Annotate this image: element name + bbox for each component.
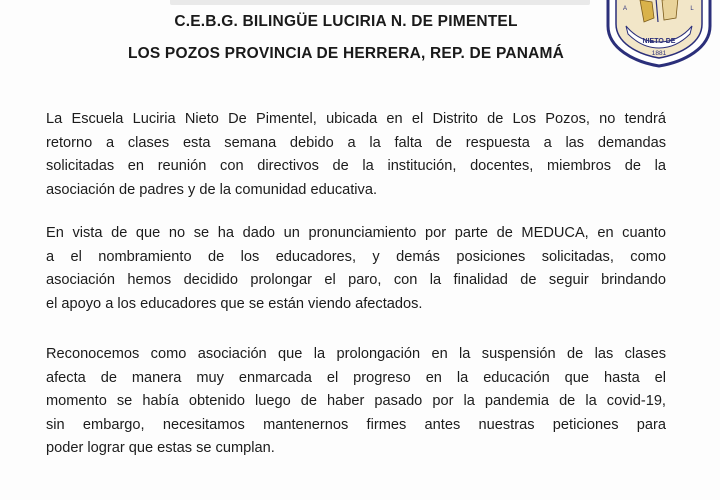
paragraph-line: momento se había obtenido luego de haber pasado por la pandemia de la covid-19, (46, 393, 666, 409)
school-crest-logo (604, 0, 714, 68)
school-name-heading: C.E.B.G. BILINGÜE LUCIRIA N. DE PIMENTEL (174, 13, 518, 30)
paragraph-1 (46, 108, 666, 202)
paragraph-line: el apoyo a los educadores que se están viendo afectados. (46, 295, 423, 312)
paragraph-line: asociación hemos decidido prolongar el paro, con la finalidad de seguir brindando (46, 272, 666, 288)
logo-letter-left: A (622, 6, 628, 12)
paragraph-line: Reconocemos como asociación que la prolongación en la suspensión de las clases (46, 346, 666, 362)
cropped-header-strip (170, 0, 590, 5)
paragraph-line: solicitadas en reunión con directivos de la institución, docentes, miembros de la (46, 158, 666, 174)
logo-ribbon-text: NIETO DE (642, 38, 676, 45)
logo-letter-right: L (690, 6, 694, 12)
paragraph-line: a el nombramiento de los educadores, y demás posiciones solicitadas, como (46, 248, 666, 265)
paragraph-line: afecta de manera muy enmarcada el progreso en la educación que hasta el (46, 369, 666, 386)
paragraph-line: asociación de padres y de la comunidad educativa. (46, 181, 378, 198)
logo-year: 1881 (651, 50, 667, 57)
paragraph-line: La Escuela Luciria Nieto De Pimentel, ubicada en el Distrito de Los Pozos, no tendrá (46, 111, 666, 127)
school-location-heading: LOS POZOS PROVINCIA DE HERRERA, REP. DE PANAMÁ (127, 45, 565, 62)
paragraph-line: retorno a clases esta semana debido a la falta de respuesta a las demandas (46, 134, 666, 151)
paragraph-line: En vista de que no se ha dado un pronunciamiento por parte de MEDUCA, en cuanto (46, 225, 666, 241)
paragraph-2 (46, 222, 666, 316)
paragraph-line: sin embargo, necesitamos mantenernos firmes antes nuestras peticiones para (46, 416, 666, 433)
paragraph-3 (46, 343, 666, 461)
torch-icon (662, 0, 678, 20)
paragraph-line: poder lograr que estas se cumplan. (46, 440, 275, 456)
